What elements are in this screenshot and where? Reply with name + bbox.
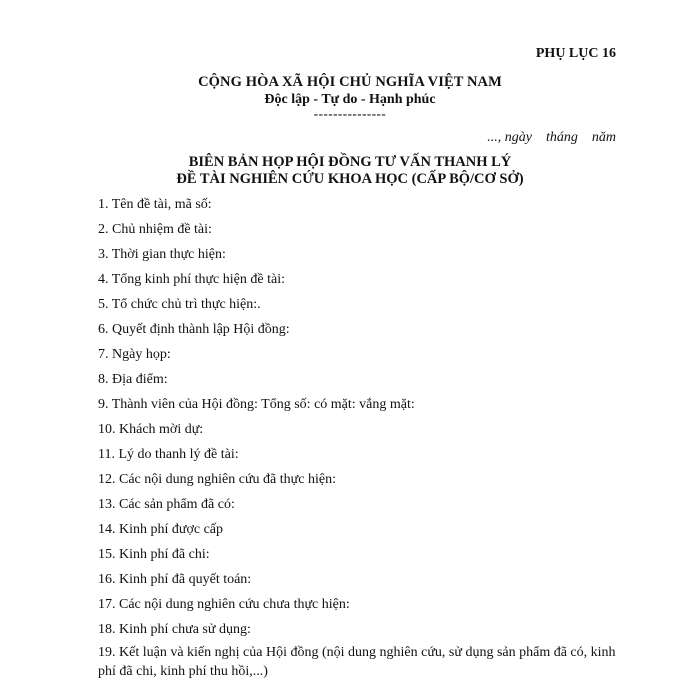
form-item: 19. Kết luận và kiến nghị của Hội đồng (nội dung nghiên cứu, sử dụng sản phẩm đã có, kinh phí đã chi, kinh phí thu hồi,...) <box>98 645 616 679</box>
form-item: 11. Lý do thanh lý đề tài: <box>98 447 239 462</box>
form-item: 17. Các nội dung nghiên cứu chưa thực hiện: <box>98 597 350 612</box>
nation-name: CỘNG HÒA XÃ HỘI CHỦ NGHĨA VIỆT NAM <box>198 74 502 90</box>
form-item: 10. Khách mời dự: <box>98 422 204 437</box>
form-item: 16. Kinh phí đã quyết toán: <box>98 572 252 587</box>
form-item: 8. Địa điểm: <box>98 372 168 387</box>
date-place-day: ..., ngày <box>487 130 532 145</box>
title-line-2: ĐỀ TÀI NGHIÊN CỨU KHOA HỌC (CẤP BỘ/CƠ SỞ) <box>176 171 524 187</box>
form-item-list <box>98 196 618 681</box>
form-item: 5. Tổ chức chủ trì thực hiện:. <box>98 297 261 312</box>
form-item: 15. Kinh phí đã chi: <box>98 547 210 562</box>
form-item: 6. Quyết định thành lập Hội đồng: <box>98 322 290 337</box>
form-item: 4. Tổng kinh phí thực hiện đề tài: <box>98 272 285 287</box>
form-item: 9. Thành viên của Hội đồng: Tổng số: có mặt: vắng mặt: <box>98 397 415 412</box>
appendix-label: PHỤ LỤC 16 <box>535 46 616 61</box>
document-title <box>0 154 700 188</box>
form-item: 3. Thời gian thực hiện: <box>98 247 226 262</box>
form-item: 18. Kinh phí chưa sử dụng: <box>98 622 251 637</box>
form-item: 13. Các sản phẩm đã có: <box>98 497 235 512</box>
header-separator: --------------- <box>313 106 387 121</box>
title-line-1: BIÊN BẢN HỌP HỘI ĐỒNG TƯ VẤN THANH LÝ <box>188 154 512 170</box>
form-item: 2. Chủ nhiệm đề tài: <box>98 222 212 237</box>
form-item: 1. Tên đề tài, mã số: <box>98 197 212 212</box>
national-motto: Độc lập - Tự do - Hạnh phúc <box>264 92 436 107</box>
form-item: 7. Ngày họp: <box>98 347 171 362</box>
date-year: năm <box>591 130 616 145</box>
national-header <box>0 73 700 120</box>
form-item: 12. Các nội dung nghiên cứu đã thực hiện: <box>98 472 336 487</box>
form-item: 14. Kinh phí được cấp <box>98 522 224 537</box>
date-line <box>487 130 616 146</box>
date-month: tháng <box>545 130 578 145</box>
